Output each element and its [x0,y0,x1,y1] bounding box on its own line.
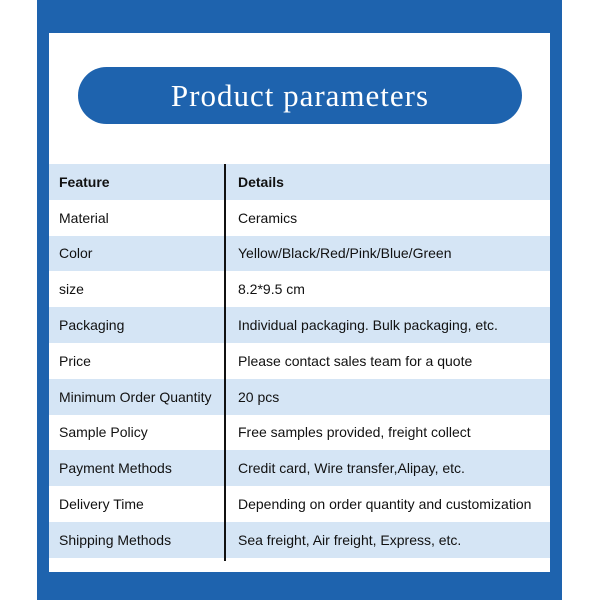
row-feature: Minimum Order Quantity [59,388,212,405]
row-details: Credit card, Wire transfer,Alipay, etc. [238,460,465,477]
row-details: Individual packaging. Bulk packaging, etc. [238,317,498,334]
row-feature: Shipping Methods [59,531,172,548]
table-header-row [49,164,550,200]
table-row [49,200,550,236]
row-feature: Material [59,209,109,226]
table-row [49,415,550,451]
spec-table [49,164,550,558]
header-feature: Feature [59,173,110,190]
column-divider [224,164,226,561]
row-feature: size [59,281,84,298]
table-row [49,450,550,486]
row-feature: Payment Methods [59,460,172,477]
row-details: 20 pcs [238,388,280,405]
table-row [49,486,550,522]
row-details: 8.2*9.5 cm [238,281,305,298]
row-feature: Price [59,352,91,369]
table-row [49,522,550,558]
table-row [49,307,550,343]
row-details: Please contact sales team for a quote [238,352,473,369]
row-feature: Delivery Time [59,496,144,513]
row-feature: Sample Policy [59,424,148,441]
title-banner [78,67,522,124]
page-title: Product parameters [170,77,430,113]
header-details: Details [238,173,284,190]
table-row [49,271,550,307]
row-feature: Color [59,245,93,262]
row-details: Yellow/Black/Red/Pink/Blue/Green [238,245,452,262]
row-feature: Packaging [59,317,125,334]
table-row [49,236,550,272]
row-details: Free samples provided, freight collect [238,424,471,441]
row-details: Depending on order quantity and customization [238,496,532,513]
table-row [49,343,550,379]
row-details: Sea freight, Air freight, Express, etc. [238,531,462,548]
table-row [49,379,550,415]
row-details: Ceramics [238,209,298,226]
